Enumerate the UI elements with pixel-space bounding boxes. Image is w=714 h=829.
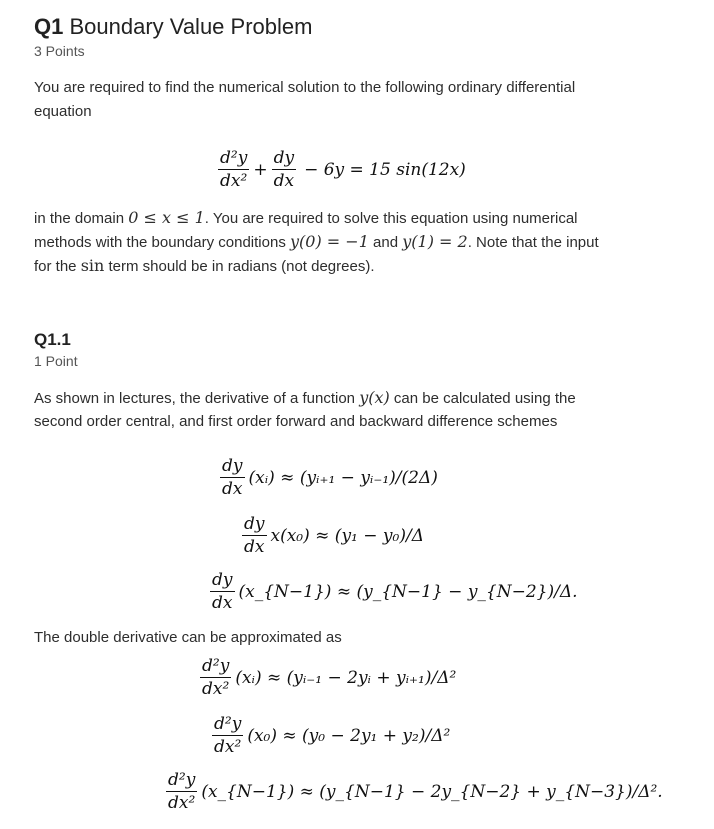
question-title-text: Boundary Value Problem — [69, 14, 313, 39]
frac-denominator: dx² — [214, 737, 242, 757]
question-number: Q1 — [34, 14, 64, 39]
plus-sign: + — [253, 159, 268, 180]
dy-dx-fraction — [242, 514, 267, 557]
formula-text: (x_{N−1}) ≈ (y_{N−1} − y_{N−2})/Δ. — [238, 581, 578, 602]
bc-line — [34, 230, 599, 255]
radians-line — [34, 254, 375, 279]
first-derivative-central — [216, 456, 438, 499]
question-title — [34, 14, 312, 40]
d2y-dx2-fraction — [212, 714, 243, 757]
intro-line-1: You are required to find the numerical solution to the following ordinary differential — [34, 79, 576, 96]
ode-rhs: − 6y = 15 sin(12x) — [304, 159, 466, 180]
formula-text: (xᵢ) ≈ (yᵢ₊₁ − yᵢ₋₁)/(2Δ) — [248, 467, 438, 488]
second-derivative-fraction — [218, 148, 249, 191]
bc-right: y(1) = 2 — [402, 232, 468, 251]
formula-text: (x₀) ≈ (y₀ − 2y₁ + y₂)/Δ² — [247, 725, 451, 746]
bc-left: y(0) = −1 — [290, 232, 369, 251]
radians-suffix: term should be in radians (not degrees). — [104, 258, 375, 275]
sub-text-b: can be calculated using the — [389, 390, 576, 407]
d2y-dx2-fraction — [166, 770, 197, 813]
domain-prefix: in the domain — [34, 210, 129, 227]
dy-dx-fraction — [210, 570, 235, 613]
sub-text-line-2: second order central, and first order forward and backward difference schemes — [34, 413, 558, 430]
frac-denominator: dx² — [220, 171, 248, 191]
frac-denominator: dx² — [202, 679, 230, 699]
frac-numerator: d²y — [214, 714, 242, 734]
frac-numerator: dy — [273, 148, 295, 168]
domain-suffix: . You are required to solve this equation using numerical — [204, 210, 578, 227]
question-points: 3 Points — [34, 43, 85, 59]
frac-numerator: d²y — [202, 656, 230, 676]
formula-text: (x_{N−1}) ≈ (y_{N−1} − 2y_{N−2} + y_{N−3})/Δ². — [201, 781, 663, 802]
sub-text-fn: y(x) — [359, 388, 390, 407]
double-derivative-label: The double derivative can be approximated as — [34, 629, 342, 646]
frac-denominator: dx — [244, 537, 265, 557]
frac-numerator: dy — [222, 456, 243, 476]
radians-fn: sin — [80, 256, 105, 275]
sub-text-line-1 — [34, 386, 576, 411]
first-derivative-fraction — [272, 148, 297, 191]
frac-numerator: dy — [244, 514, 265, 534]
bc-and: and — [368, 234, 403, 251]
bc-prefix: methods with the boundary conditions — [34, 234, 290, 251]
subquestion-points: 1 Point — [34, 353, 78, 369]
intro-line-2: equation — [34, 103, 92, 120]
bc-suffix: . Note that the input — [467, 234, 599, 251]
first-derivative-backward — [206, 570, 578, 613]
domain-line — [34, 206, 578, 231]
frac-numerator: dy — [212, 570, 233, 590]
dy-dx-fraction — [220, 456, 245, 499]
formula-text: (xᵢ) ≈ (yᵢ₋₁ − 2yᵢ + yᵢ₊₁)/Δ² — [235, 667, 457, 688]
ode-equation — [214, 148, 466, 191]
first-derivative-forward — [238, 514, 424, 557]
frac-denominator: dx — [273, 171, 295, 191]
sub-text-a: As shown in lectures, the derivative of a function — [34, 390, 360, 407]
frac-denominator: dx² — [168, 793, 196, 813]
second-derivative-central — [196, 656, 456, 699]
frac-numerator: d²y — [220, 148, 248, 168]
d2y-dx2-fraction — [200, 656, 231, 699]
domain-range: 0 ≤ x ≤ 1 — [128, 208, 205, 227]
frac-denominator: dx — [222, 479, 243, 499]
frac-numerator: d²y — [168, 770, 196, 790]
subquestion-number: Q1.1 — [34, 330, 71, 349]
formula-text: x(x₀) ≈ (y₁ − y₀)/Δ — [270, 525, 424, 546]
radians-prefix: for the — [34, 258, 81, 275]
second-derivative-backward — [162, 770, 663, 813]
second-derivative-forward — [208, 714, 450, 757]
frac-denominator: dx — [212, 593, 233, 613]
